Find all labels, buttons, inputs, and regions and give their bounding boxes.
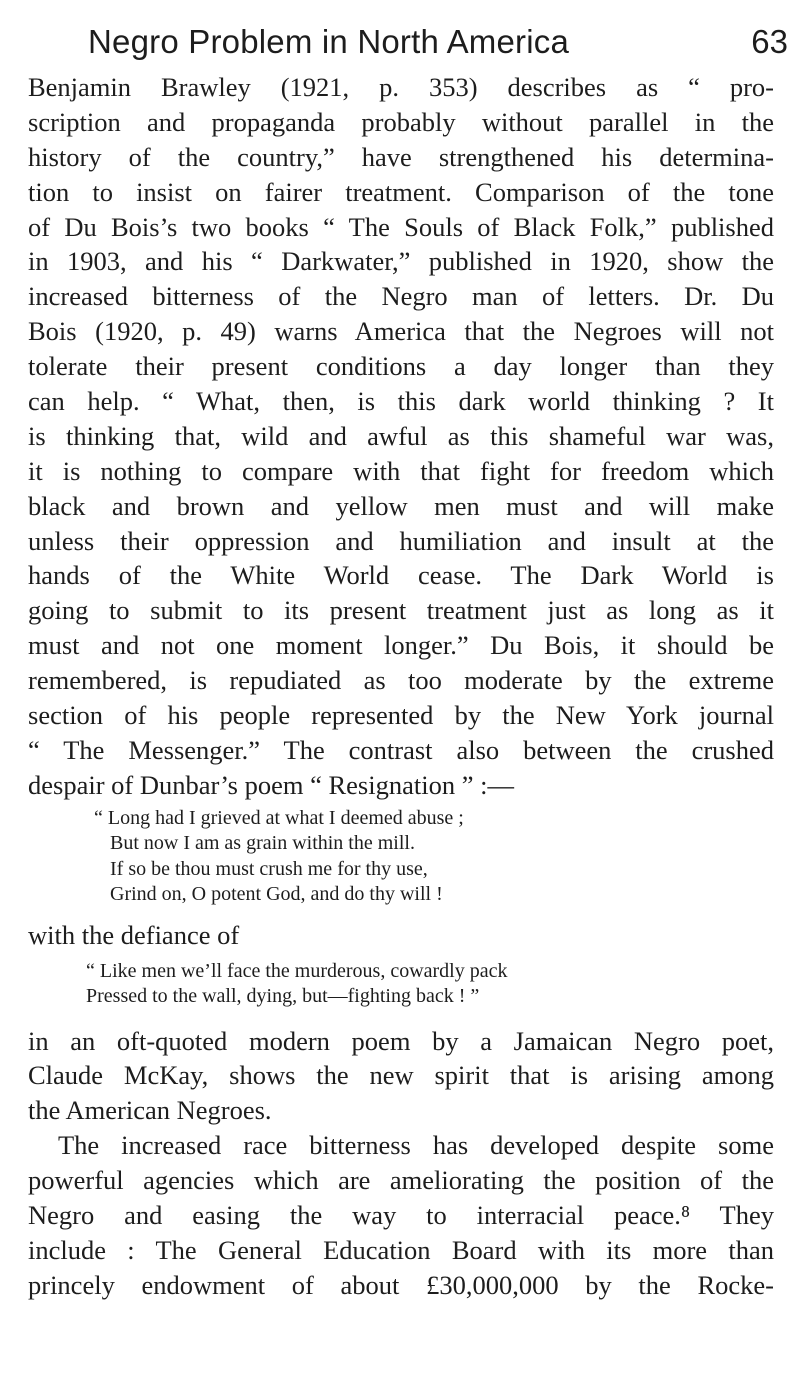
paragraph-3 [28,1128,774,1302]
text-line: can help. “ What, then, is this dark world thinking ? It [28,386,774,417]
verse-line: Pressed to the wall, dying, but—fighting back ! ” [86,985,480,1008]
text-line: despair of Dunbar’s poem “ Resignation ” :— [28,769,514,800]
text-line: unless their oppression and humiliation and insult at the [28,525,774,556]
text-line: Claude McKay, shows the new spirit that is arising among [28,1060,774,1091]
text-line: of Du Bois’s two books “ The Souls of Black Folk,” published [28,211,774,242]
bridge-line: with the defiance of [28,919,240,950]
verse-line: If so be thou must crush me for thy use, [110,857,428,880]
text-line: tolerate their present conditions a day longer than they [28,351,774,382]
verse-line: “ Long had I grieved at what I deemed abuse ; [94,806,464,829]
text-line: going to submit to its present treatment just as long as it [28,595,774,626]
text-line: is thinking that, wild and awful as this shameful war was, [28,420,774,451]
text-line: include : The General Education Board with its more than [28,1234,774,1265]
paragraph-2 [28,1024,774,1129]
verse-quote-resignation [28,806,774,908]
text-line: history of the country,” have strengthened his determina- [28,141,774,172]
text-line: The increased race bitterness has developed despite some [58,1130,774,1161]
text-line: the American Negroes. [28,1095,272,1126]
verse-line: “ Like men we’ll face the murderous, cowardly pack [86,959,508,982]
text-line: remembered, is repudiated as too moderate by the extreme [28,665,774,696]
text-line: increased bitterness of the Negro man of letters. Dr. Du [28,281,774,312]
text-line: Bois (1920, p. 49) warns America that the Negroes will not [28,316,774,347]
text-line: “ The Messenger.” The contrast also between the crushed [28,734,774,765]
body-text [28,70,774,1303]
text-line: it is nothing to compare with that fight for freedom which [28,455,774,486]
text-line: black and brown and yellow men must and will make [28,490,774,521]
paragraph-1 [28,70,774,803]
text-line: hands of the White World cease. The Dark World is [28,560,774,591]
text-line: Benjamin Brawley (1921, p. 353) describes as “ pro- [28,72,774,102]
text-line: must and not one moment longer.” Du Bois, it should be [28,630,774,661]
page-number: 63 [751,23,788,60]
verse-quote-mckay [28,959,774,1010]
verse-line: But now I am as grain within the mill. [110,832,415,855]
text-line: tion to insist on fairer treatment. Comparison of the tone [28,176,774,207]
text-line: scription and propaganda probably without parallel in the [28,106,774,137]
running-head [88,16,796,68]
text-line: section of his people represented by the New York journal [28,700,774,731]
text-line: princely endowment of about £30,000,000 by the Rocke- [28,1269,774,1300]
verse-line: Grind on, O potent God, and do thy will ! [110,883,443,906]
running-title: Negro Problem in North America [88,23,570,60]
text-line: in an oft-quoted modern poem by a Jamaican Negro poet, [28,1025,774,1056]
text-line: in 1903, and his “ Darkwater,” published in 1920, show the [28,246,774,277]
text-line: Negro and easing the way to interracial peace.⁸ They [28,1200,774,1231]
text-line: powerful agencies which are ameliorating the position of the [28,1165,774,1196]
